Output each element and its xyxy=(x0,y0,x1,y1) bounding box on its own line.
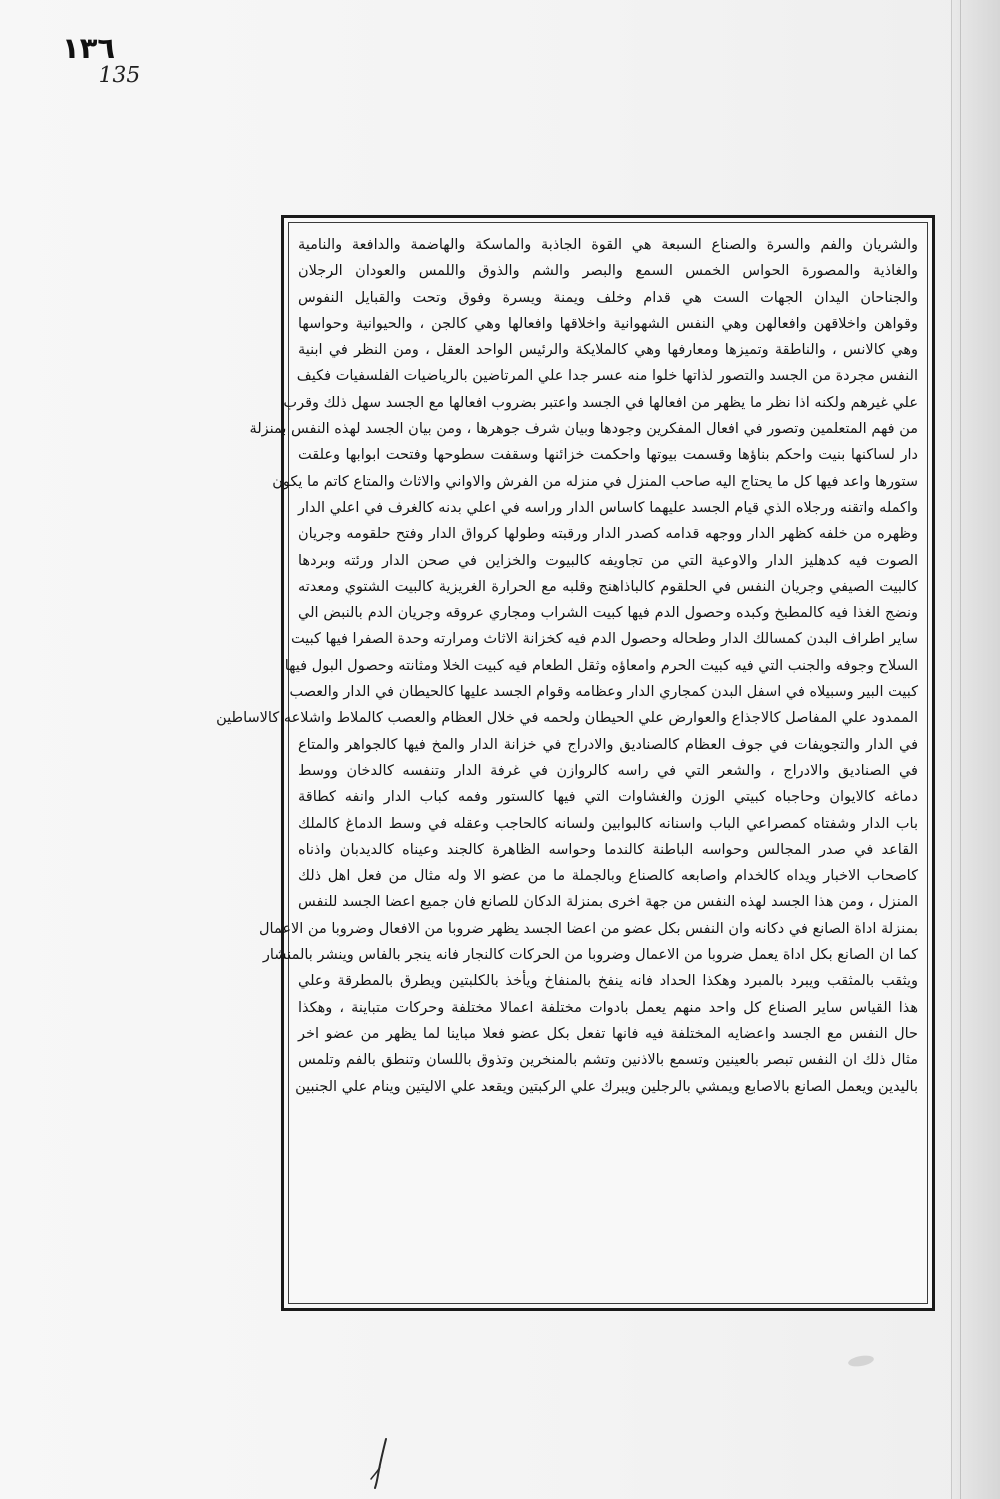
text-line xyxy=(298,1245,918,1269)
folio-number-old: 135 xyxy=(95,63,143,88)
text-line: المنزل ، ومن هذا الجسد لهذه النفس من جهة اخرى بمنزلة الدكان للصانع فان جميع اعضا الجسد للنفس xyxy=(298,894,918,911)
pen-stroke-mark xyxy=(368,1437,392,1489)
text-line xyxy=(298,1197,918,1221)
text-line: كاصحاب الاخبار ويداه كالخدام واصابعه كالصناع وبالجملة ما من عضو الا وله مثال من فعل اهل ذلك xyxy=(298,868,918,885)
book-spine-edge xyxy=(951,0,1000,1499)
text-line: بمنزلة اداة الصانع في دكانه وان النفس بكل عضو من اعضا الجسد يظهر ضروبا من الافعال وضروبا من الاعمال xyxy=(259,920,918,937)
text-line xyxy=(298,1148,918,1172)
text-line: كبيت البير وسبيلاه في اسفل البدن كمجاري الدار وعظامه وقوام الجسد عليها كالحيطان في الدار والعصب xyxy=(289,684,918,701)
text-line: مثال ذلك ان النفس تبصر بالعينين وتسمع بالاذنين وتشم بالمنخرين وتذوق باللسان وتنطق بالفم وتلمس xyxy=(298,1052,918,1069)
text-line: ويثقب بالمثقب ويبرد بالمبرد وهكذا الحداد فانه ينفخ بالمنفاخ ويأخذ بالكلبتين ويطرق بالمطرقة وعلي xyxy=(298,973,918,990)
text-line: دار لساكنها بنيت واحكم بناؤها وقسمت بيوتها واحكمت خزائنها وسقفت سطوحها وفتحت ابوابها وعلقت xyxy=(298,447,918,464)
text-line: حال النفس مع الجسد واعضايه المختلفة فيه فانها تفعل بكل عضو فعلا مباينا لما يظهر من عضو اخر xyxy=(298,1025,918,1042)
text-line xyxy=(298,1100,918,1124)
text-line: وقواهن واخلاقهن وافعالهن وهي النفس الشهوانية واخلاقها وافعالها وهي كالجن ، والحيوانية وحواسها xyxy=(298,315,918,332)
text-line: واكمله واتقنه ورجلاه الذي قيام الجسد عليهما كاساس الدار وراسه في اعلي بدنه كالغرف في اعلي الدار xyxy=(298,499,918,516)
text-line: باب الدار وشفتاه كمصراعي الباب واسنانه كالبوابين ولسانه كالحاجب وعقله في وسط الدماغ كالملك xyxy=(298,815,918,832)
text-line: كالبيت الصيفي وجريان النفس في الحلقوم كالباذاهنج وقلبه مع الحرارة الغريزية كالبيت الشتوي ومعدته xyxy=(298,578,918,595)
text-line: والشريان والفم والسرة والصناع السبعة هي القوة الجاذبة والماسكة والهاضمة والدافعة والنامية xyxy=(298,237,918,253)
text-line: ونضج الغذا فيه كالمطبخ وكبده وحصول الدم فيها كبيت الشراب ومجاري عروقه وجريان الدم بالنبض الي xyxy=(298,605,918,622)
text-line: وظهره من خلفه كظهر الدار ووجهه قدامه كصدر الدار ورقبته وطولها كرواق الدار وفتح حلقومه وجريان xyxy=(298,526,918,543)
folio-number xyxy=(62,31,143,88)
folio-number-arabic: ١٣٦ xyxy=(62,31,116,65)
text-line: ساير اطراف البدن كمسالك الدار وطحاله وحصول الدم فيه كخزانة الاثاث ومرارته وحدة الصفرا فيها كبيت xyxy=(291,631,918,648)
text-block-frame xyxy=(216,215,935,1311)
text-line xyxy=(298,1124,918,1148)
text-line: الممدود علي المفاصل كالاجذاع والعوارض علي الحيطان ولحمه في خلال العظام والعصب كالملاط واشلاعه كالاساطين xyxy=(216,710,918,727)
ink-smudge xyxy=(847,1354,874,1368)
text-line: ستورها واعد فيها كل ما يحتاج اليه صاحب المنزل في منزله من الفرش والاواني والاثاث والمتاع كاتم ما يكون xyxy=(272,473,918,490)
text-line: الصوت فيه كدهليز الدار والاوعية التي من تجاويفه كالبيوت والخزاين في صحن الدار ورئته وبردها xyxy=(298,552,918,569)
text-line: والجناحان اليدان الجهات الست هي قدام وخلف ويمنة ويسرة وفوق وتحت والقبايل النفوس xyxy=(298,289,918,306)
text-line: النفس مجردة من الجسد والتصور لذاتها خلوا منه عسر جدا علي المرتاضين بالرياضيات الفلسفيات فكيف xyxy=(296,368,918,385)
text-line xyxy=(298,1173,918,1197)
text-line: في الدار والتجويفات في جوف العظام كالصناديق والادراج في خزانة الدار والمخ فيها كالجواهر والمتاع xyxy=(298,736,918,753)
manuscript-text xyxy=(216,232,918,1294)
text-line: كما ان الصانع بكل اداة يعمل ضروبا من الاعمال وضروبا من الحركات كالنجار فانه ينجر بالفاس وينشر بالمنشار xyxy=(262,947,918,964)
text-line: القاعد في صدر المجالس وحواسه الباطنة كالندما وحواسه الظاهرة كالجند وعيناه كالديدبان واذناه xyxy=(298,841,918,858)
text-line: علي غيرهم ولكنه اذا نظر ما يظهر من افعالها في الجسد واعتبر بضروب افعالها مع الجسد سهل ذلك وقرب xyxy=(283,394,918,411)
text-line: من فهم المتعلمين وتصور في افعال المفكرين وجودها وبيان شرف جوهرها ، ومن بيان الجسد لهذه النفس بمنزلة xyxy=(249,421,918,438)
text-line xyxy=(298,1221,918,1245)
text-line: وهي كالانس ، والناطقة وتميزها ومعارفها وهي كالملايكة والرئيس الواحد العقل ، ومن النظر في ابنية xyxy=(298,342,918,359)
text-line: في الصناديق والادراج ، والشعر التي في راسه كالروازن في غرفة الدار وتنفسه كالدخان ووسط xyxy=(298,762,918,779)
text-line: دماغه كالايوان وحاجباه كبيتي الوزن والغشاوات التي فيها كالستور وفمه كباب الدار وانفه كطاقة xyxy=(298,789,918,806)
text-line: والغاذية والمصورة الحواس الخمس السمع والبصر والشم والذوق واللمس والعودان الرجلان xyxy=(298,263,918,280)
text-line xyxy=(298,1270,918,1294)
text-line: السلاح وجوفه والجنب التي فيه كبيت الحرم وامعاؤه وثقل الطعام فيه كبيت الخلا ومثانته وحصول البول فيها xyxy=(284,657,918,674)
text-line: هذا القياس ساير الصناع كل واحد منهم يعمل بادوات مختلفة اعمالا مختلفة وحركات متباينة ، وهكذا xyxy=(298,999,918,1016)
text-line: باليدين ويعمل الصانع بالاصابع ويمشي بالرجلين ويبرك علي الركبتين ويقعد علي الاليتين وينام علي الجنبين xyxy=(295,1078,918,1095)
